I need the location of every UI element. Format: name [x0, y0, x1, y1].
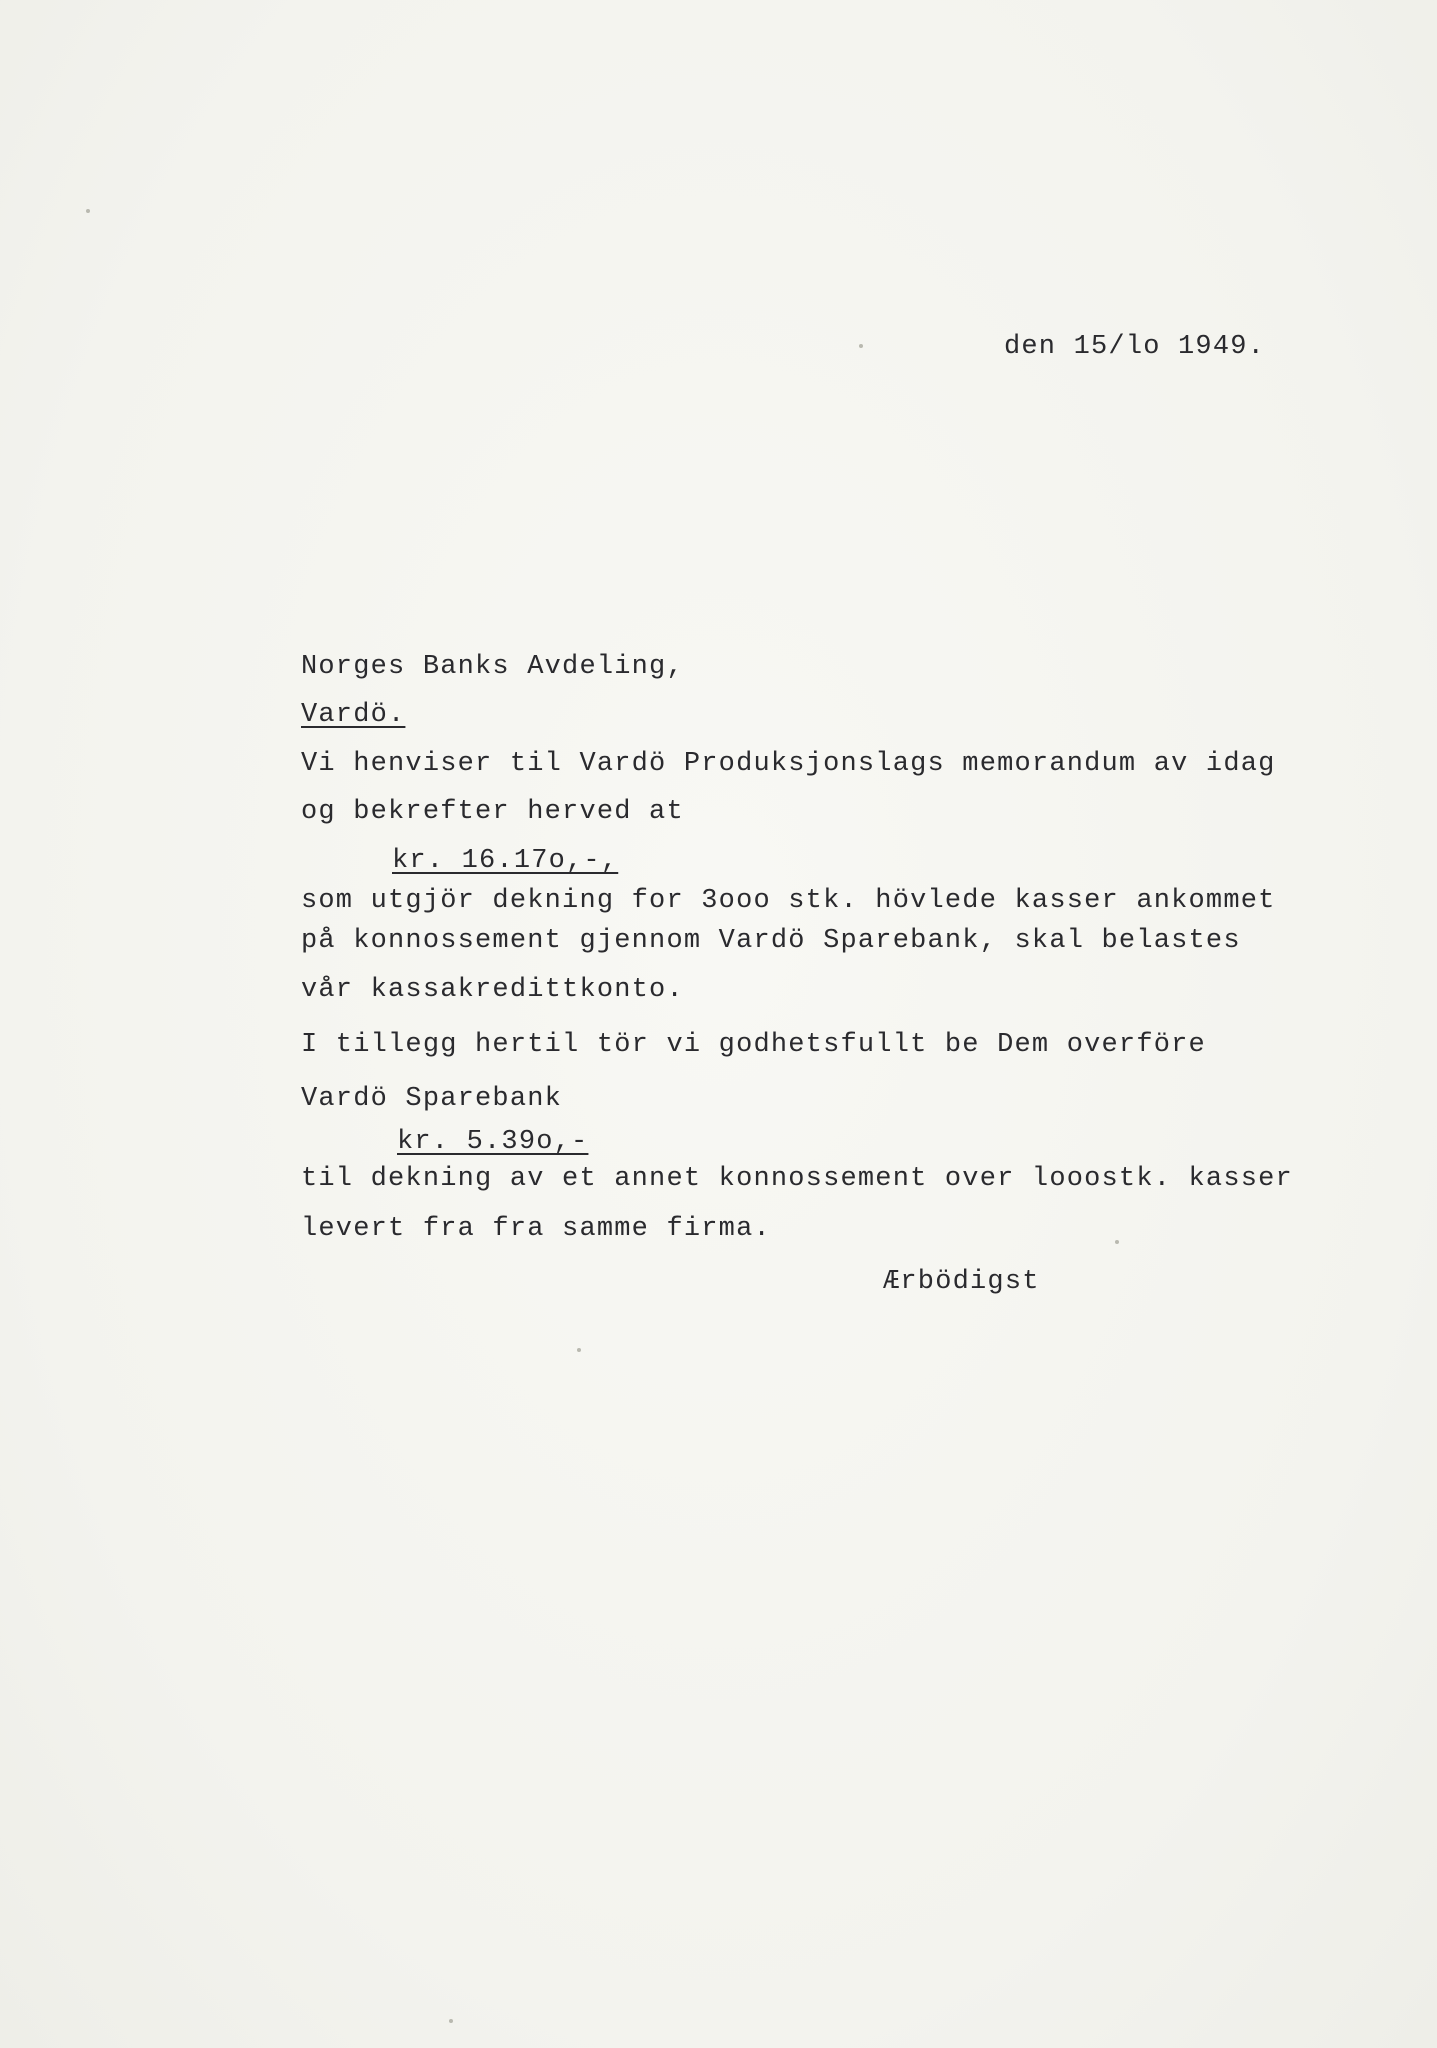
paper-speck	[86, 209, 90, 213]
paragraph-line: vår kassakredittkonto.	[301, 975, 684, 1005]
paragraph-line: og bekrefter herved at	[301, 797, 684, 827]
paragraph-line: Vi henviser til Vardö Produksjonslags memorandum av idag	[301, 749, 1276, 779]
paragraph-line: levert fra fra samme firma.	[301, 1214, 771, 1244]
paper-speck	[1115, 1240, 1119, 1244]
paragraph-line: til dekning av et annet konnossement over looostk. kasser	[301, 1164, 1293, 1194]
paragraph-line: Vardö Sparebank	[301, 1084, 563, 1114]
amount-secondary: kr. 5.39o,-	[397, 1127, 589, 1157]
recipient-name: Norges Banks Avdeling,	[301, 652, 684, 682]
paper-speck	[859, 344, 863, 348]
closing-salutation: Ærbödigst	[883, 1267, 1040, 1297]
letter-date: den 15/lo 1949.	[1004, 332, 1266, 362]
recipient-city: Vardö.	[301, 700, 406, 730]
paragraph-line: på konnossement gjennom Vardö Sparebank, skal belastes	[301, 926, 1241, 956]
amount-primary: kr. 16.17o,-,	[392, 846, 619, 876]
paper-speck	[577, 1348, 581, 1352]
paragraph-line: som utgjör dekning for 3ooo stk. hövlede kasser ankommet	[301, 886, 1276, 916]
paper-speck	[449, 2019, 453, 2023]
paragraph-line: I tillegg hertil tör vi godhetsfullt be Dem overföre	[301, 1030, 1206, 1060]
